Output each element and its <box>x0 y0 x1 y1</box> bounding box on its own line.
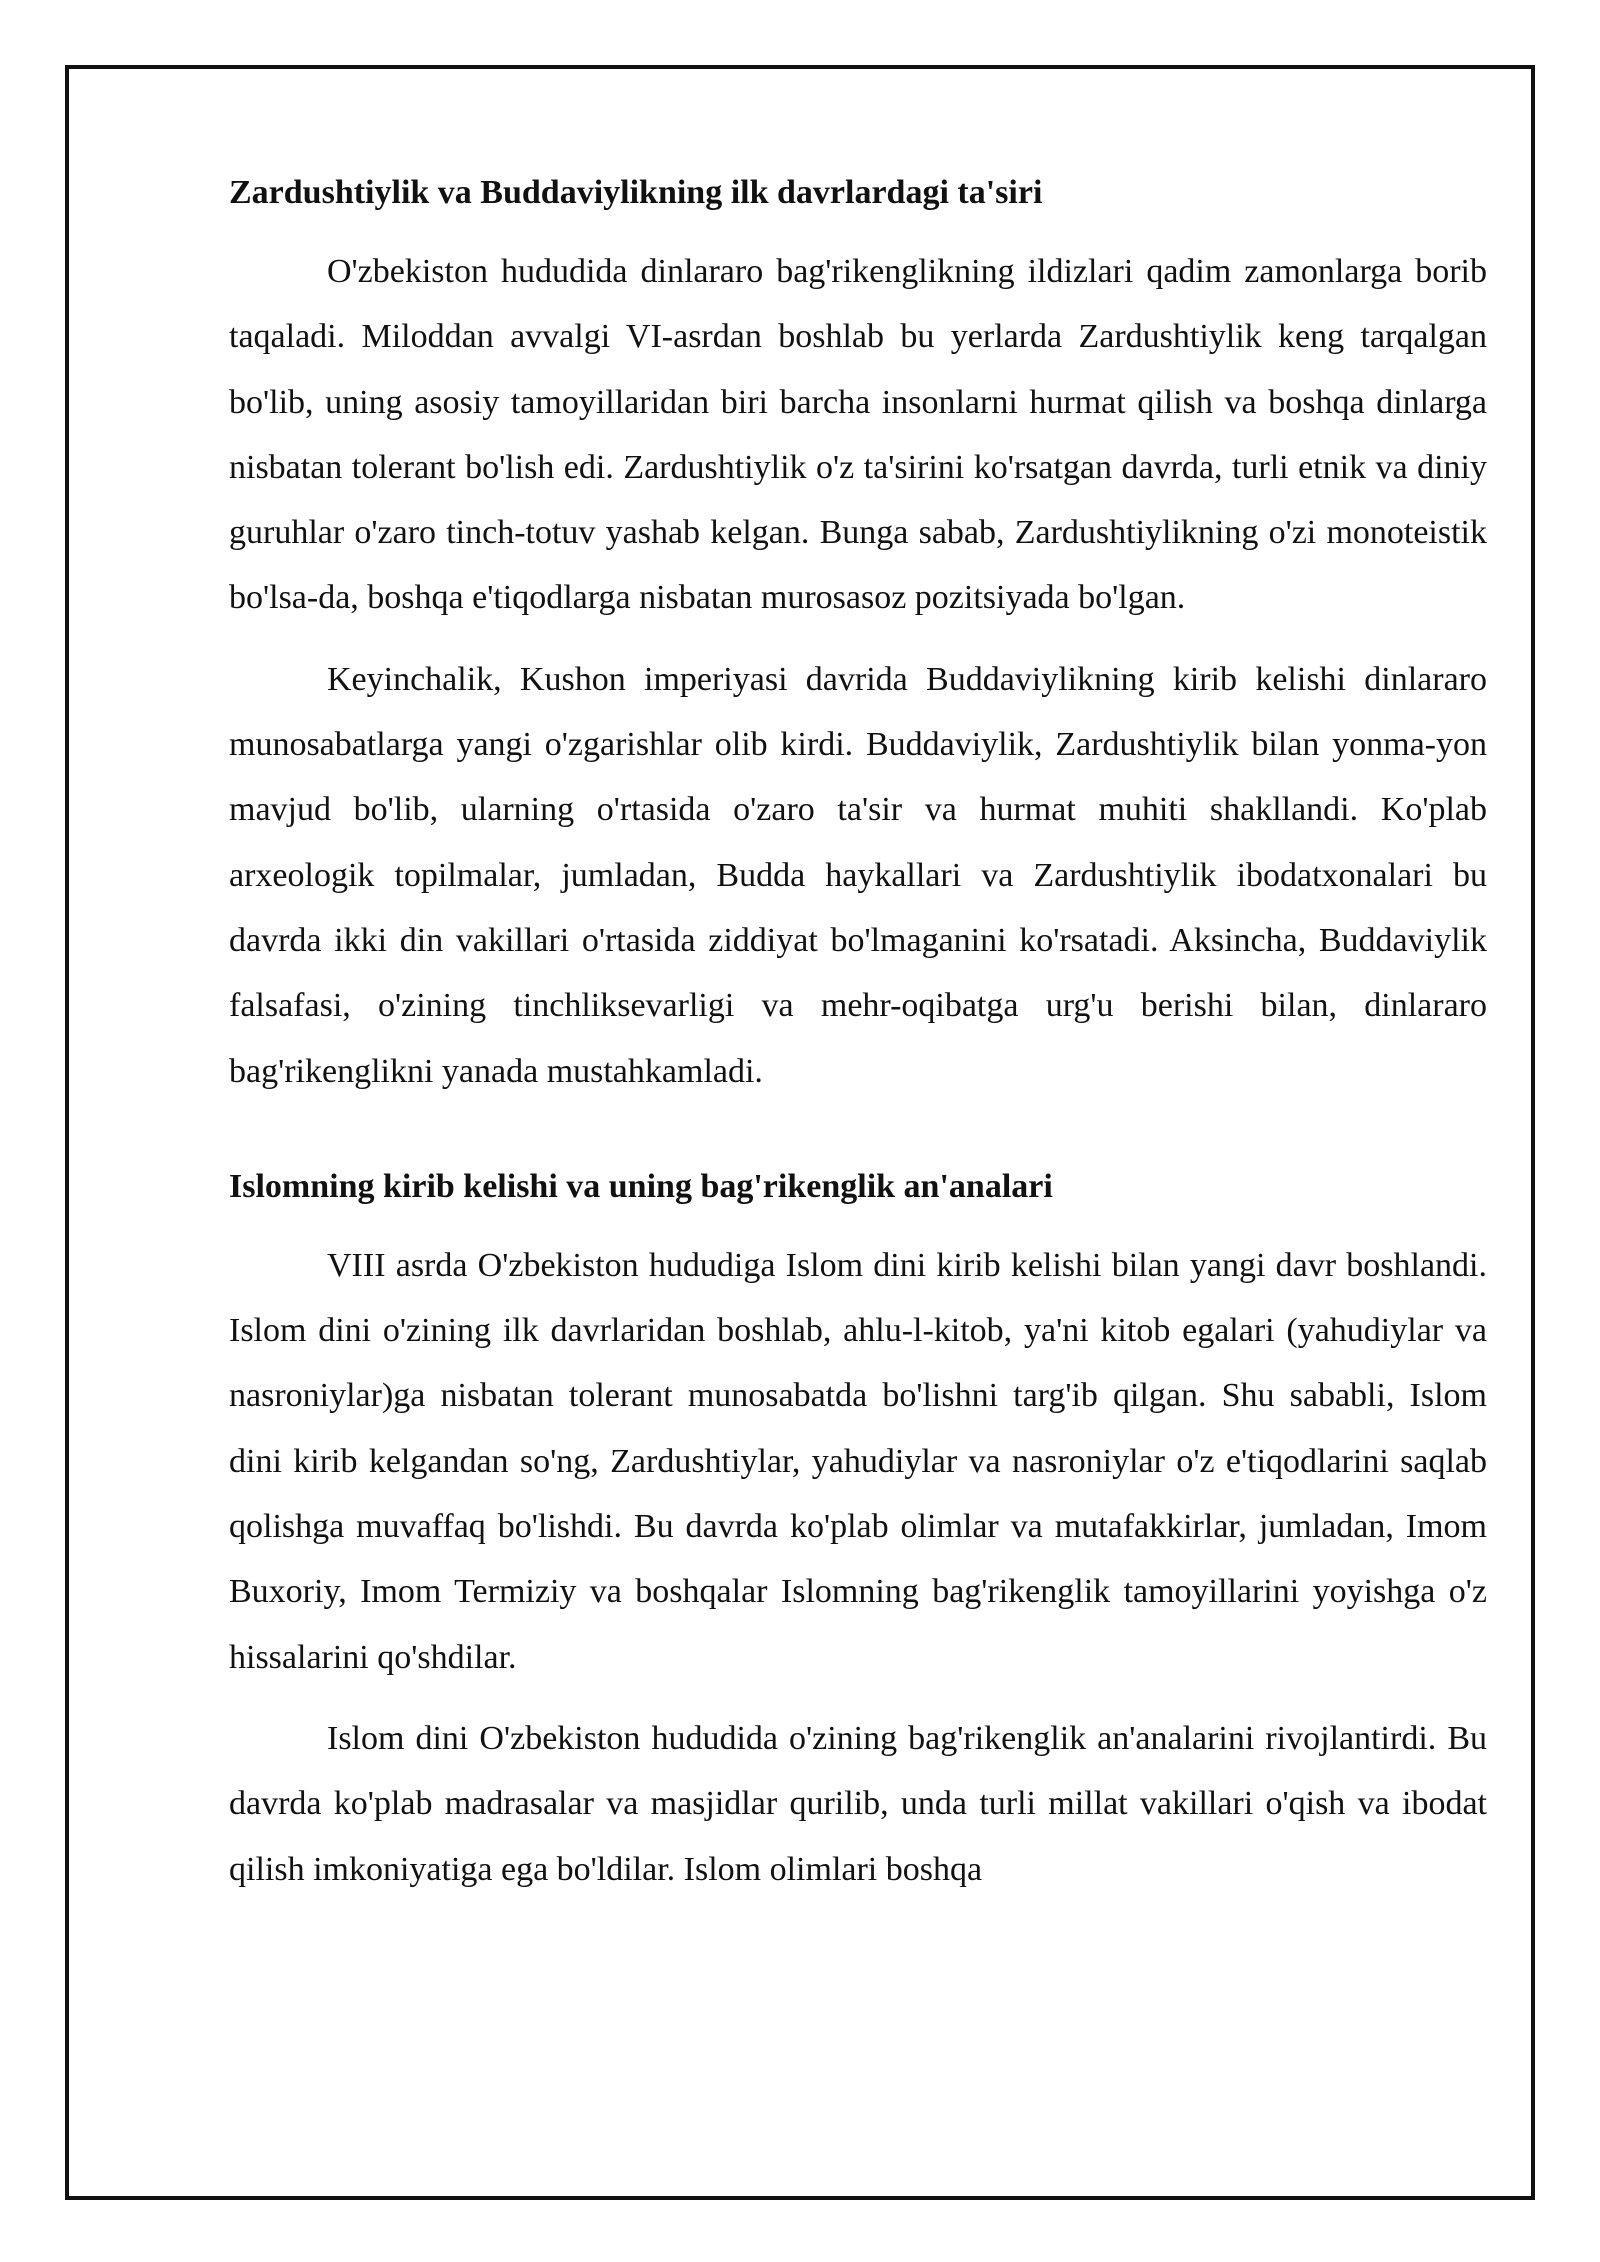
section-heading: Zardushtiylik va Buddaviylikning ilk davrlardagi ta'siri <box>229 174 1043 211</box>
paragraph: Keyinchalik, Kushon imperiyasi davrida Buddaviylikning kirib kelishi dinlararo munosabatlarga yangi o'zgarishlar olib kirdi. Buddaviylik, Zardushtiylik bilan yonma-yon mavjud bo'lib, ularning o'rtasida o'zaro ta'sir va hurmat muhiti shakllandi. Ko'plab arxeologik topilmalar, jumladan, Budda haykallari va Zardushtiylik ibodatxonalari bu davrda ikki din vakillari o'rtasida ziddiyat bo'lmaganini ko'rsatadi. Aksincha, Buddaviylik falsafasi, o'zining tinchliksevarligi va mehr-oqibatga urg'u berishi bilan, dinlararo bag'rikenglikni yanada mustahkamladi. <box>229 660 1487 1090</box>
document-body <box>229 160 1487 1902</box>
section-heading: Islomning kirib kelishi va uning bag'rikenglik an'analari <box>229 1167 1053 1205</box>
paragraph: VIII asrda O'zbekiston hududiga Islom dini kirib kelishi bilan yangi davr boshlandi. Islom dini o'zining ilk davrlaridan boshlab, ahlu-l-kitob, ya'ni kitob egalari (yahudiylar va nasroniylar)ga nisbatan tolerant munosabatda bo'lishni targ'ib qilgan. Shu sababli, Islom dini kirib kelgandan so'ng, Zardushtiylar, yahudiylar va nasroniylar o'z e'tiqodlarini saqlab qolishga muvaffaq bo'lishdi. Bu davrda ko'plab olimlar va mutafakkirlar, jumladan, Imom Buxoriy, Imom Termiziy va boshqalar Islomning bag'rikenglik tamoyillarini yoyishga o'z hissalarini qo'shdilar. <box>229 1246 1487 1676</box>
paragraph: Islom dini O'zbekiston hududida o'zining bag'rikenglik an'analarini rivojlantirdi. Bu davrda ko'plab madrasalar va masjidlar qurilib, unda turli millat vakillari o'qish va ibodat qilish imkoniyatiga ega bo'ldilar. Islom olimlari boshqa <box>229 1719 1487 1888</box>
paragraph: O'zbekiston hududida dinlararo bag'rikenglikning ildizlari qadim zamonlarga borib taqaladi. Miloddan avvalgi VI-asrdan boshlab bu yerlarda Zardushtiylik keng tarqalgan bo'lib, uning asosiy tamoyillaridan biri barcha insonlarni hurmat qilish va boshqa dinlarga nisbatan tolerant bo'lish edi. Zardushtiylik o'z ta'sirini ko'rsatgan davrda, turli etnik va diniy guruhlar o'zaro tinch-totuv yashab kelgan. Bunga sabab, Zardushtiylikning o'zi monoteistik bo'lsa-da, boshqa e'tiqodlarga nisbatan murosasoz pozitsiyada bo'lgan. <box>229 253 1487 617</box>
